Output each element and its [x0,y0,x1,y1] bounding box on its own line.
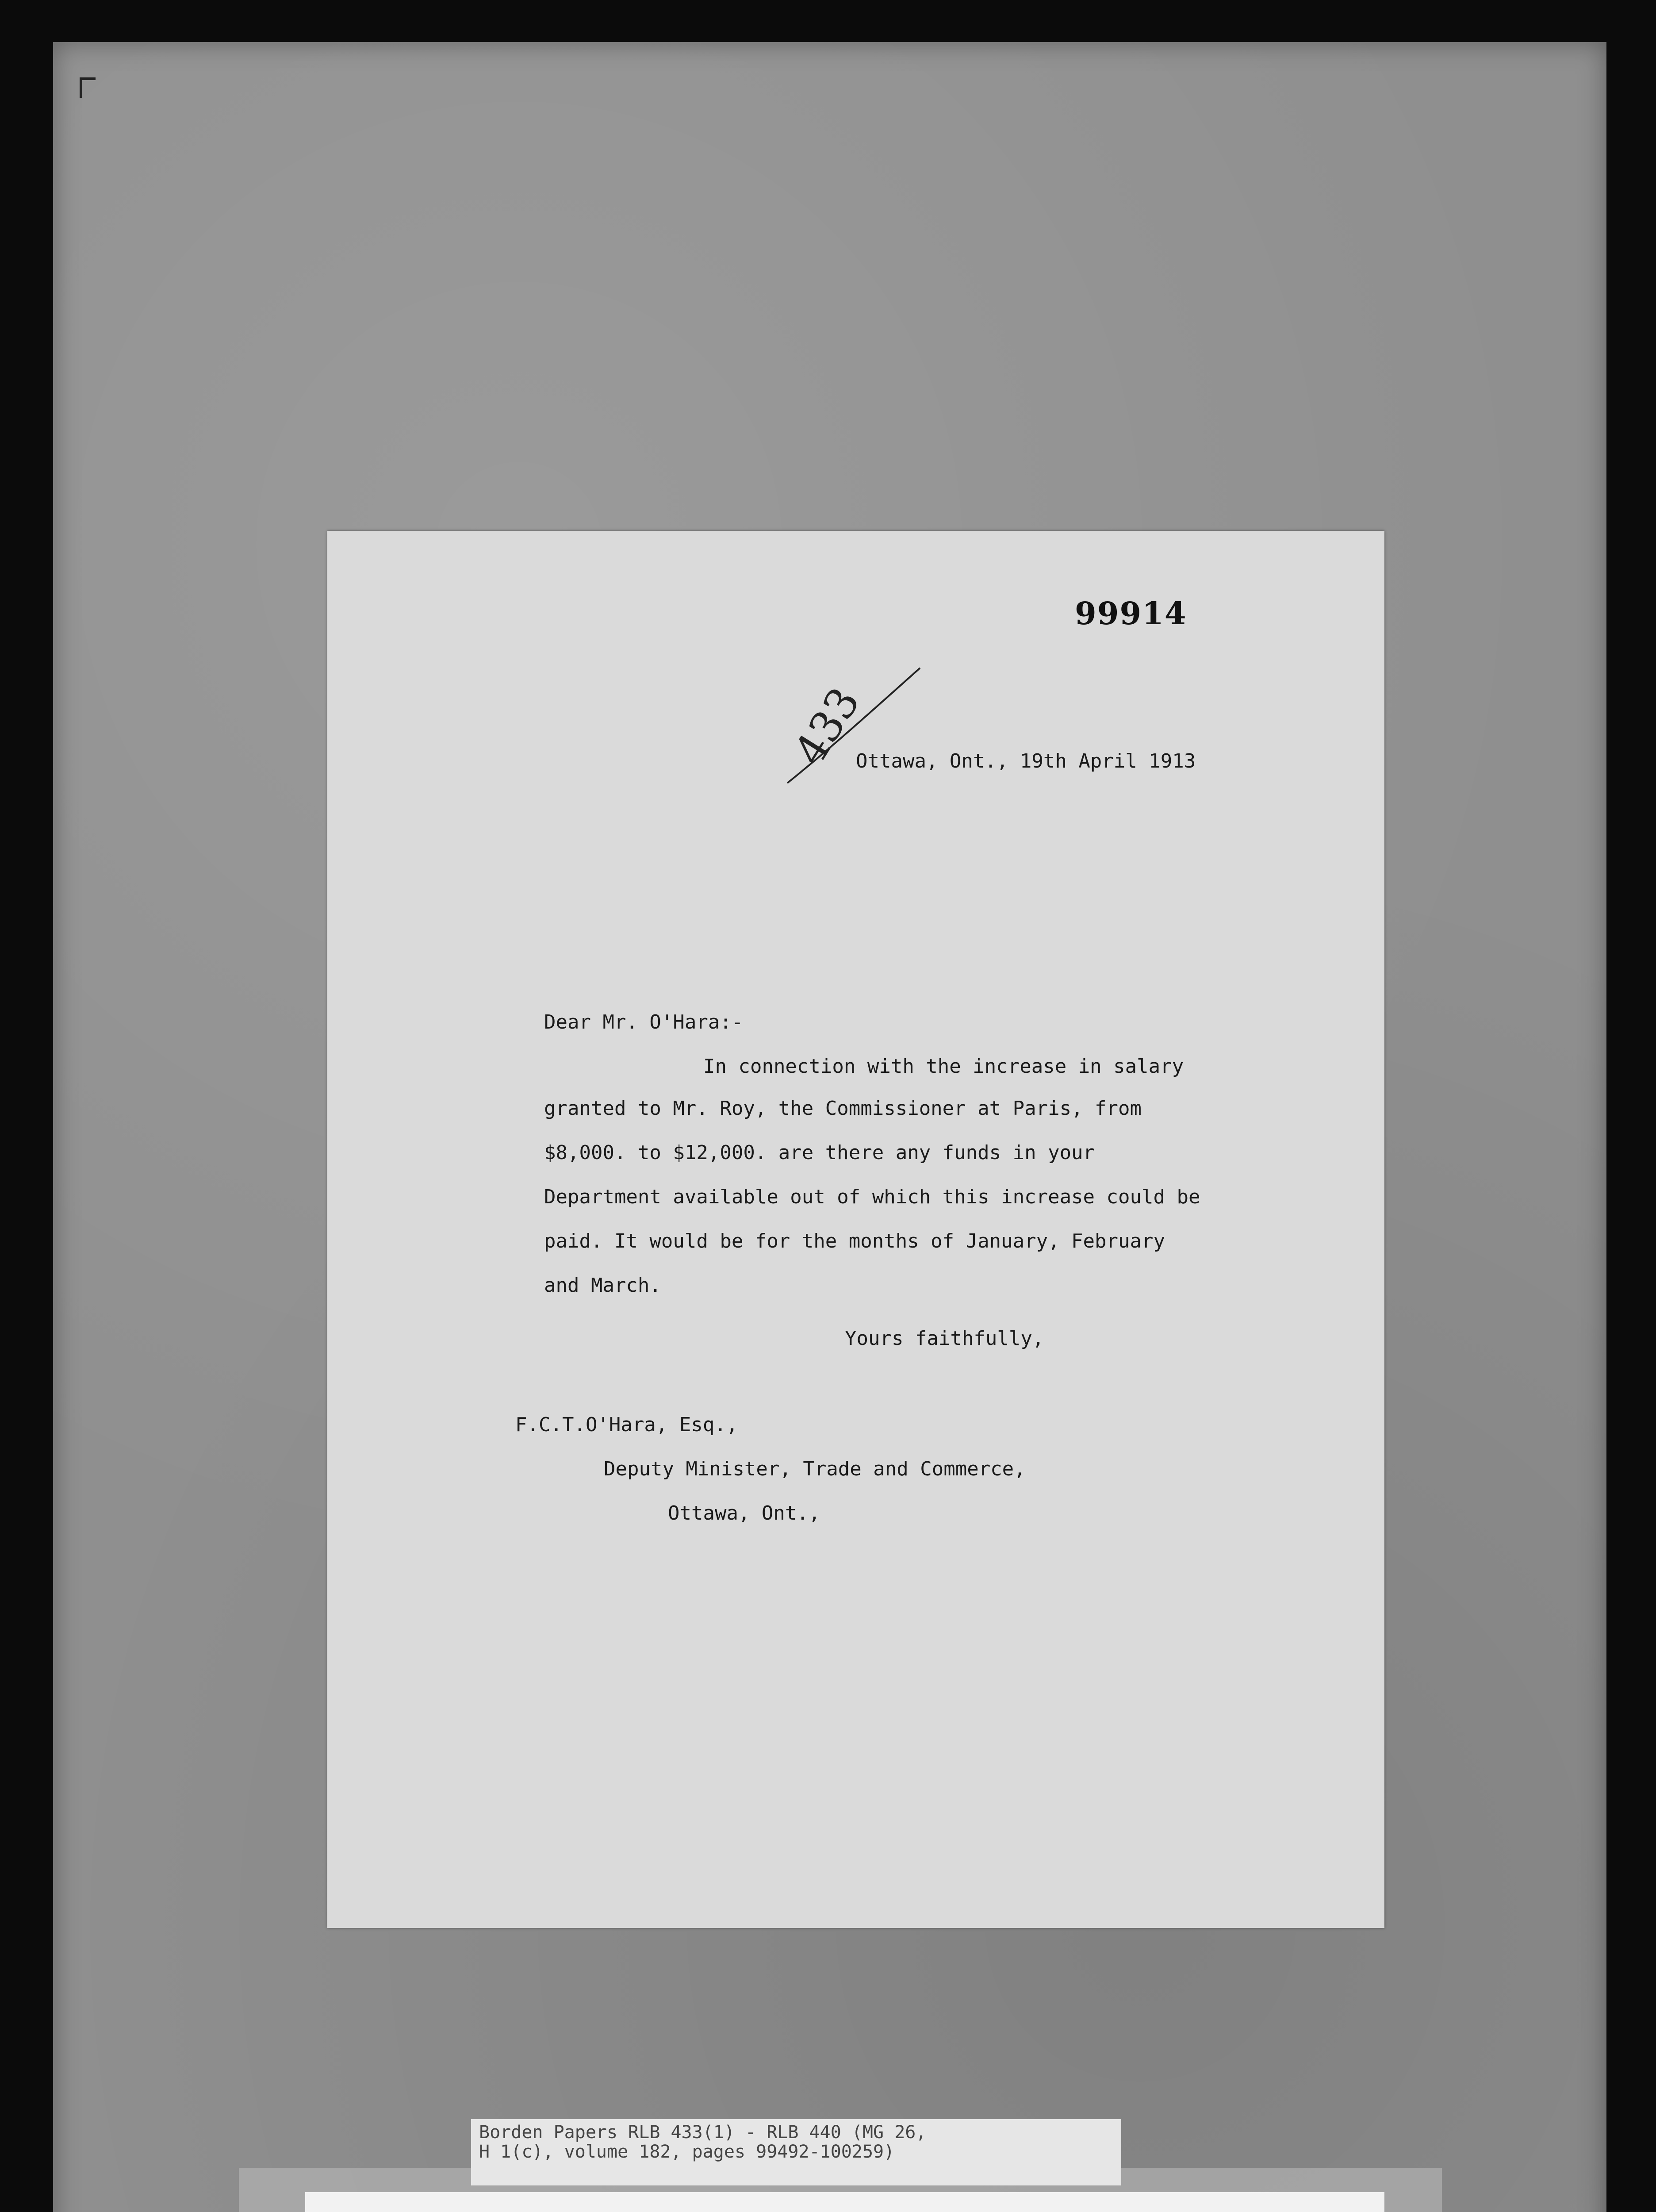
body-line-3: $8,000. to $12,000. are there any funds in your [544,1141,1095,1164]
body-line-4: Department available out of which this increase could be [544,1186,1200,1208]
date-line: Ottawa, Ont., 19th April 1913 [856,750,1196,772]
handwritten-note [778,650,929,801]
archives-stamp-card [305,2192,1384,2212]
recipient-name: F.C.T.O'Hara, Esq., [515,1413,738,1436]
registration-mark [80,77,96,98]
document-number: 99914 [1075,595,1187,632]
salutation: Dear Mr. O'Hara:- [544,1011,744,1033]
recipient-title: Deputy Minister, Trade and Commerce, [604,1458,1026,1480]
reference-line-2: H 1(c), volume 182, pages 99492-100259) [479,2142,895,2162]
reference-label [471,2119,1121,2185]
body-line-2: granted to Mr. Roy, the Commissioner at Paris, from [544,1097,1142,1120]
closing: Yours faithfully, [845,1327,1044,1350]
body-line-5: paid. It would be for the months of January, February [544,1230,1165,1252]
handwritten-number: 433 [784,679,870,774]
body-line-6: and March. [544,1274,661,1297]
reference-line-1: Borden Papers RLB 433(1) - RLB 440 (MG 26, [479,2122,927,2143]
recipient-city: Ottawa, Ont., [668,1502,820,1525]
body-line-1: In connection with the increase in salary [703,1055,1184,1078]
